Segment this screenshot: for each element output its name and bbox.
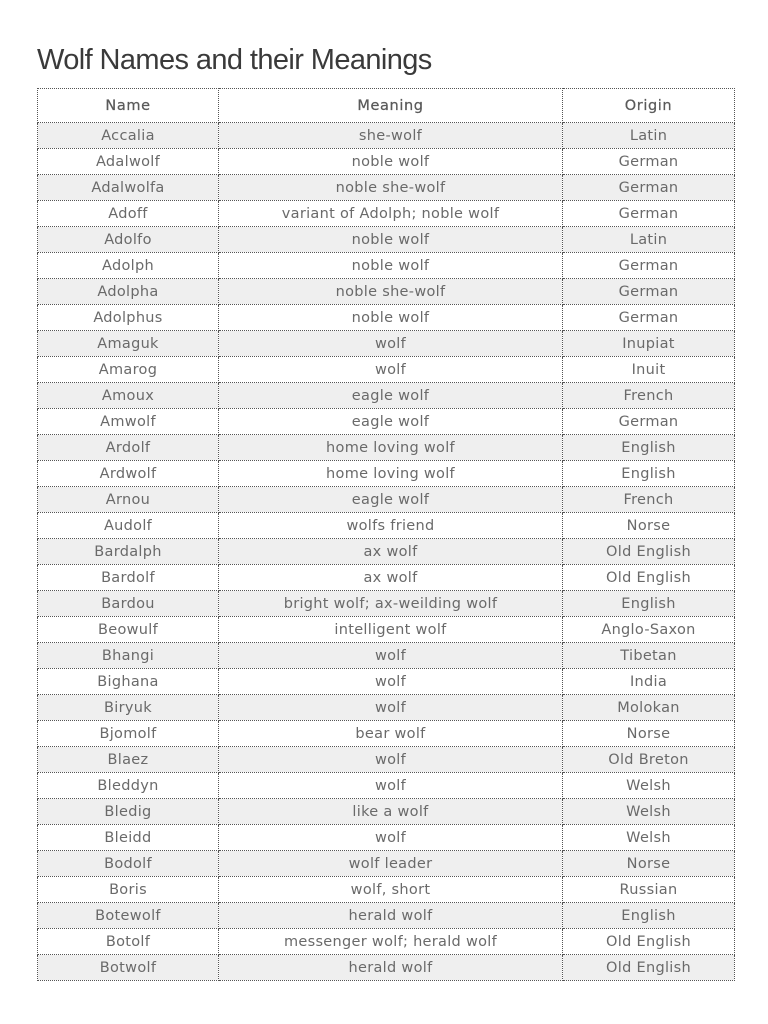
meaning-cell: variant of Adolph; noble wolf: [219, 201, 563, 227]
meaning-cell: like a wolf: [219, 799, 563, 825]
origin-cell: English: [563, 435, 735, 461]
origin-cell: Norse: [563, 851, 735, 877]
origin-cell: Old English: [563, 565, 735, 591]
table-row: [38, 305, 735, 331]
table-row: [38, 747, 735, 773]
origin-cell: Norse: [563, 513, 735, 539]
table-row: [38, 695, 735, 721]
meaning-cell: wolf: [219, 747, 563, 773]
origin-cell: India: [563, 669, 735, 695]
table-row: [38, 929, 735, 955]
origin-cell: Inuit: [563, 357, 735, 383]
table-row: [38, 357, 735, 383]
page-title: Wolf Names and their Meanings: [37, 44, 432, 76]
origin-cell: Welsh: [563, 773, 735, 799]
table-row: [38, 721, 735, 747]
table-row: [38, 383, 735, 409]
name-cell: Amaguk: [38, 331, 219, 357]
table-row: [38, 877, 735, 903]
meaning-cell: wolf: [219, 669, 563, 695]
column-header-name: Name: [38, 89, 219, 123]
table-row: [38, 253, 735, 279]
meaning-cell: ax wolf: [219, 539, 563, 565]
name-cell: Bardou: [38, 591, 219, 617]
name-cell: Botewolf: [38, 903, 219, 929]
origin-cell: German: [563, 305, 735, 331]
name-cell: Adalwolf: [38, 149, 219, 175]
meaning-cell: she-wolf: [219, 123, 563, 149]
origin-cell: Norse: [563, 721, 735, 747]
origin-cell: Inupiat: [563, 331, 735, 357]
name-cell: Blaez: [38, 747, 219, 773]
table-row: [38, 279, 735, 305]
meaning-cell: home loving wolf: [219, 435, 563, 461]
origin-cell: Anglo-Saxon: [563, 617, 735, 643]
origin-cell: Welsh: [563, 799, 735, 825]
meaning-cell: noble wolf: [219, 305, 563, 331]
table-row: [38, 487, 735, 513]
origin-cell: Welsh: [563, 825, 735, 851]
name-cell: Adoff: [38, 201, 219, 227]
meaning-cell: herald wolf: [219, 903, 563, 929]
origin-cell: Old English: [563, 539, 735, 565]
name-cell: Adalwolfa: [38, 175, 219, 201]
meaning-cell: eagle wolf: [219, 383, 563, 409]
table-row: [38, 513, 735, 539]
meaning-cell: wolf leader: [219, 851, 563, 877]
column-header-meaning: Meaning: [219, 89, 563, 123]
meaning-cell: intelligent wolf: [219, 617, 563, 643]
name-cell: Beowulf: [38, 617, 219, 643]
name-cell: Adolpha: [38, 279, 219, 305]
table-row: [38, 227, 735, 253]
meaning-cell: messenger wolf; herald wolf: [219, 929, 563, 955]
meaning-cell: noble she-wolf: [219, 279, 563, 305]
name-cell: Adolfo: [38, 227, 219, 253]
name-cell: Arnou: [38, 487, 219, 513]
table-row: [38, 669, 735, 695]
origin-cell: Old English: [563, 955, 735, 981]
table-row: [38, 201, 735, 227]
origin-cell: Russian: [563, 877, 735, 903]
meaning-cell: eagle wolf: [219, 409, 563, 435]
wolf-names-table: [37, 88, 735, 981]
meaning-cell: bear wolf: [219, 721, 563, 747]
origin-cell: Tibetan: [563, 643, 735, 669]
table-row: [38, 955, 735, 981]
meaning-cell: noble wolf: [219, 227, 563, 253]
table-row: [38, 851, 735, 877]
name-cell: Botolf: [38, 929, 219, 955]
name-cell: Amwolf: [38, 409, 219, 435]
meaning-cell: noble she-wolf: [219, 175, 563, 201]
name-cell: Bjomolf: [38, 721, 219, 747]
name-cell: Bodolf: [38, 851, 219, 877]
name-cell: Bardalph: [38, 539, 219, 565]
name-cell: Bhangi: [38, 643, 219, 669]
table-row: [38, 461, 735, 487]
origin-cell: Old English: [563, 929, 735, 955]
name-cell: Amarog: [38, 357, 219, 383]
meaning-cell: ax wolf: [219, 565, 563, 591]
name-cell: Accalia: [38, 123, 219, 149]
origin-cell: English: [563, 903, 735, 929]
name-cell: Ardwolf: [38, 461, 219, 487]
column-header-origin: Origin: [563, 89, 735, 123]
table-row: [38, 799, 735, 825]
origin-cell: French: [563, 383, 735, 409]
meaning-cell: eagle wolf: [219, 487, 563, 513]
origin-cell: Old Breton: [563, 747, 735, 773]
origin-cell: German: [563, 409, 735, 435]
table-row: [38, 175, 735, 201]
table-row: [38, 643, 735, 669]
table-body: [38, 123, 735, 981]
meaning-cell: wolf: [219, 773, 563, 799]
meaning-cell: herald wolf: [219, 955, 563, 981]
origin-cell: Latin: [563, 123, 735, 149]
name-cell: Bighana: [38, 669, 219, 695]
origin-cell: English: [563, 461, 735, 487]
table-row: [38, 617, 735, 643]
meaning-cell: noble wolf: [219, 149, 563, 175]
name-cell: Bledig: [38, 799, 219, 825]
table-row: [38, 435, 735, 461]
origin-cell: German: [563, 149, 735, 175]
table-row: [38, 903, 735, 929]
table-row: [38, 409, 735, 435]
name-cell: Ardolf: [38, 435, 219, 461]
meaning-cell: bright wolf; ax-weilding wolf: [219, 591, 563, 617]
name-cell: Boris: [38, 877, 219, 903]
meaning-cell: wolf: [219, 357, 563, 383]
meaning-cell: wolf, short: [219, 877, 563, 903]
origin-cell: German: [563, 279, 735, 305]
meaning-cell: wolfs friend: [219, 513, 563, 539]
origin-cell: English: [563, 591, 735, 617]
table-row: [38, 149, 735, 175]
table-row: [38, 591, 735, 617]
origin-cell: French: [563, 487, 735, 513]
table-row: [38, 773, 735, 799]
meaning-cell: wolf: [219, 695, 563, 721]
name-cell: Bleddyn: [38, 773, 219, 799]
origin-cell: German: [563, 201, 735, 227]
name-cell: Bleidd: [38, 825, 219, 851]
origin-cell: German: [563, 253, 735, 279]
name-cell: Audolf: [38, 513, 219, 539]
name-cell: Adolph: [38, 253, 219, 279]
name-cell: Amoux: [38, 383, 219, 409]
meaning-cell: wolf: [219, 643, 563, 669]
table-header-row: [38, 89, 735, 123]
name-cell: Bardolf: [38, 565, 219, 591]
name-cell: Botwolf: [38, 955, 219, 981]
meaning-cell: noble wolf: [219, 253, 563, 279]
meaning-cell: wolf: [219, 825, 563, 851]
origin-cell: Latin: [563, 227, 735, 253]
name-cell: Biryuk: [38, 695, 219, 721]
name-cell: Adolphus: [38, 305, 219, 331]
meaning-cell: wolf: [219, 331, 563, 357]
table-row: [38, 539, 735, 565]
table-row: [38, 565, 735, 591]
table-row: [38, 123, 735, 149]
table-row: [38, 331, 735, 357]
meaning-cell: home loving wolf: [219, 461, 563, 487]
origin-cell: German: [563, 175, 735, 201]
table-row: [38, 825, 735, 851]
origin-cell: Molokan: [563, 695, 735, 721]
